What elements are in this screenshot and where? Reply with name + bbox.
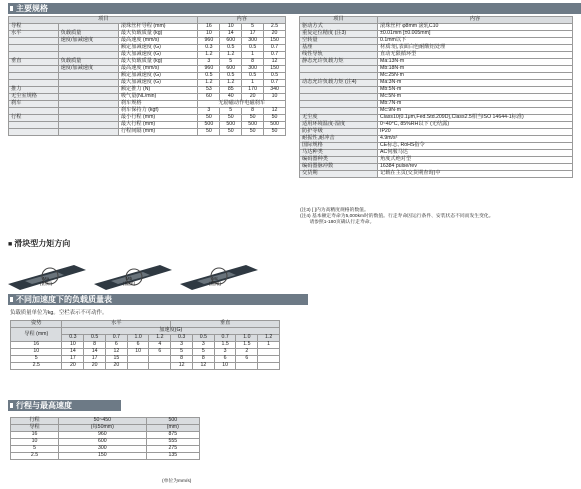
table-cell: 最高速度 (mm/s): [118, 38, 198, 45]
table-cell: 15: [105, 356, 127, 363]
table-cell: Ma:13N·m: [378, 59, 573, 66]
table-header: (mm): [146, 425, 199, 432]
table-cell: 60: [198, 94, 220, 101]
table-row: [300, 150, 573, 157]
table-cell: [258, 356, 280, 363]
table-cell: [300, 94, 378, 101]
table-cell: 0.7: [264, 80, 286, 87]
table-row: [11, 342, 280, 349]
table-cell: 2.5: [11, 453, 59, 460]
table-cell: 最高速度 (mm/s): [118, 66, 198, 73]
table-cell: 1.5: [214, 342, 236, 349]
moment-diagram: [8, 250, 300, 294]
main-title: 主要规格: [8, 3, 581, 14]
table-cell: [258, 349, 280, 356]
table-cell: 17: [62, 356, 84, 363]
table-cell: 8: [84, 342, 106, 349]
table-cell: 6: [127, 342, 149, 349]
table-cell: 3: [198, 59, 220, 66]
table-header: 1.0: [127, 335, 149, 342]
table-cell: 10: [264, 94, 286, 101]
table-header: 项目: [9, 17, 198, 24]
moment-label-mb: Mb (偏摆): [122, 276, 136, 286]
moment-label-mc: Mc (翻滚): [208, 276, 222, 286]
table-cell: [58, 129, 118, 136]
table-cell: 500: [220, 122, 242, 129]
table-cell: [236, 363, 258, 370]
table-cell: 0.7: [264, 52, 286, 59]
table-cell: 12: [264, 108, 286, 115]
table-cell: Mc:25N·m: [378, 73, 573, 80]
table-cell: 600: [59, 439, 147, 446]
table-header: 加速度(G): [62, 328, 280, 335]
table-cell: 3: [192, 342, 214, 349]
table-row: [11, 363, 280, 370]
table-header: (每50mm): [59, 425, 147, 432]
table-cell: 14: [84, 349, 106, 356]
table-cell: 负载质量: [58, 59, 118, 66]
table-cell: 275: [146, 446, 199, 453]
table-cell: 16: [11, 432, 59, 439]
table-header: 500: [146, 418, 199, 425]
stroke-table: [10, 417, 200, 460]
table-cell: [9, 45, 59, 52]
table-cell: 1.2: [198, 52, 220, 59]
table-cell: 无尘度: [300, 115, 378, 122]
table-cell: 300: [242, 38, 264, 45]
table-cell: 50: [242, 115, 264, 122]
table-cell: 12: [171, 363, 193, 370]
table-row: [11, 349, 280, 356]
table-cell: 5: [171, 349, 193, 356]
table-cell: 960: [59, 432, 147, 439]
table-header: 0.7: [105, 335, 127, 342]
table-cell: 导程: [9, 24, 59, 31]
table-cell: 空转量: [300, 38, 378, 45]
table-cell: 6: [214, 356, 236, 363]
table-cell: 5: [220, 108, 242, 115]
table-cell: Ma:3N·m: [378, 80, 573, 87]
table-cell: [9, 73, 59, 80]
table-cell: AC伺服马达: [378, 150, 573, 157]
table-cell: 8: [242, 59, 264, 66]
table-cell: 960: [198, 66, 220, 73]
table-cell: 20: [105, 363, 127, 370]
table-cell: Class10(0.1μm,Fed.Std.209D),Class2.5相当ISO 14644-1标准): [378, 115, 573, 122]
table-cell: 6: [236, 356, 258, 363]
table-row: [300, 59, 573, 66]
table-cell: 20: [264, 31, 286, 38]
table-cell: 吸气量(NL/min): [118, 94, 198, 101]
table-cell: [58, 94, 118, 101]
table-cell: Mc:5N·m: [378, 94, 573, 101]
table-cell: 编码器种类: [300, 157, 378, 164]
table-cell: 50: [264, 129, 286, 136]
table-cell: 10: [198, 31, 220, 38]
table-cell: 最小行程 (mm): [118, 115, 198, 122]
table-cell: [149, 363, 171, 370]
table-cell: 0.5: [242, 73, 264, 80]
table-cell: Mb:7N·m: [378, 101, 573, 108]
table-cell: 150: [264, 38, 286, 45]
table-cell: 5: [220, 59, 242, 66]
table-cell: CE标志, RoHS指令: [378, 143, 573, 150]
table-cell: 300: [242, 66, 264, 73]
table-header: 1.2: [149, 335, 171, 342]
table-cell: 1: [242, 80, 264, 87]
table-cell: 135: [146, 453, 199, 460]
table-cell: 17: [84, 356, 106, 363]
table-cell: 12: [105, 349, 127, 356]
table-cell: 555: [146, 439, 199, 446]
table-cell: 静态允许负载力矩: [300, 59, 378, 66]
table-cell: 170: [242, 87, 264, 94]
table-cell: 额定推力 (N): [118, 87, 198, 94]
load-table: [10, 320, 280, 370]
moment-title: ■ 滑块型力矩方向: [8, 238, 70, 249]
table-cell: 50: [264, 115, 286, 122]
table-cell: 最大负载质量 (kg): [118, 59, 198, 66]
table-cell: 交货期: [300, 171, 378, 178]
table-cell: Mc:9N·m: [378, 108, 573, 115]
table-cell: [149, 356, 171, 363]
table-cell: [9, 122, 59, 129]
table-header: 1.2: [258, 335, 280, 342]
table-cell: 0.3: [198, 45, 220, 52]
table-header: 0.3: [171, 335, 193, 342]
table-row: [300, 122, 573, 129]
table-cell: 推力: [9, 87, 59, 94]
table-row: [300, 143, 573, 150]
table-cell: 14: [62, 349, 84, 356]
table-cell: [9, 38, 59, 45]
table-cell: 适用环境温度·湿度: [300, 122, 378, 129]
table-cell: 额定加减速度 (G): [118, 45, 198, 52]
table-cell: 国际规格: [300, 143, 378, 150]
table-cell: [58, 80, 118, 87]
table-cell: 50: [198, 115, 220, 122]
table-header: 0.5: [84, 335, 106, 342]
table-cell: 1.2: [220, 52, 242, 59]
table-cell: 50: [242, 129, 264, 136]
table-header: 50~450: [59, 418, 147, 425]
table-cell: 8: [192, 356, 214, 363]
table-cell: 行程: [9, 115, 59, 122]
table-cell: 3: [214, 349, 236, 356]
table-cell: 1.2: [198, 80, 220, 87]
table-cell: 4.9m/s²: [378, 136, 573, 143]
load-title: 不同加速度下的负载质量表: [8, 294, 308, 305]
table-header: 姿势: [11, 321, 62, 328]
table-cell: 0.5: [264, 73, 286, 80]
table-cell: 0.5: [220, 45, 242, 52]
table-row: [300, 171, 573, 178]
table-cell: Mb:18N·m: [378, 66, 573, 73]
table-cell: 53: [198, 87, 220, 94]
table-cell: 马达种类: [300, 150, 378, 157]
table-cell: 速度/加减速度: [58, 38, 118, 45]
table-header: 1.0: [236, 335, 258, 342]
table-cell: 无励磁动作电磁刹车: [198, 101, 286, 108]
table-cell: 记载在主页(交货期查询)中: [378, 171, 573, 178]
table-cell: 85: [220, 87, 242, 94]
table-header: 导程: [11, 425, 59, 432]
table-cell: 2.5: [11, 363, 62, 370]
table-cell: 12: [192, 363, 214, 370]
table-row: [300, 157, 573, 164]
table-cell: 最大加减速度 (G): [118, 52, 198, 59]
table-cell: 2: [236, 349, 258, 356]
table-row: [9, 129, 286, 136]
table-cell: 10: [11, 349, 62, 356]
table-row: [300, 80, 573, 87]
table-cell: 刹车: [9, 101, 59, 108]
table-cell: 0.1mm以下: [378, 38, 573, 45]
table-cell: [58, 45, 118, 52]
table-cell: 10: [11, 439, 59, 446]
moment-label-ma: Ma (俯仰): [39, 276, 53, 286]
table-header: 项目: [300, 17, 378, 24]
table-cell: 600: [220, 66, 242, 73]
table-cell: 最大行程 (mm): [118, 122, 198, 129]
table-cell: 500: [242, 122, 264, 129]
table-cell: 8: [242, 108, 264, 115]
table-cell: [300, 66, 378, 73]
table-cell: Mb:5N·m: [378, 87, 573, 94]
table-cell: 0.5: [220, 73, 242, 80]
table-cell: 150: [59, 453, 147, 460]
table-cell: 960: [198, 38, 220, 45]
table-cell: [58, 115, 118, 122]
table-cell: 20: [242, 94, 264, 101]
table-cell: 2.5: [264, 24, 286, 31]
table-cell: 1.5: [236, 342, 258, 349]
table-cell: 50: [198, 129, 220, 136]
table-cell: 直动无限循环型: [378, 52, 573, 59]
table-cell: [58, 122, 118, 129]
table-header: 0.7: [214, 335, 236, 342]
table-cell: 0~40°C, 85%RH以下 (无结露): [378, 122, 573, 129]
table-cell: 150: [264, 66, 286, 73]
table-header: 0.5: [192, 335, 214, 342]
table-cell: 材质:铝,表面白色耐酸铝处理: [378, 45, 573, 52]
table-cell: 12: [264, 59, 286, 66]
table-cell: 16384 pulse/rev: [378, 164, 573, 171]
table-cell: [258, 363, 280, 370]
table-row: [11, 356, 280, 363]
table-row: [300, 136, 573, 143]
table-row: [300, 87, 573, 94]
table-cell: [58, 108, 118, 115]
table-header: 内容: [198, 17, 286, 24]
table-cell: 6: [105, 342, 127, 349]
table-cell: 1.2: [220, 80, 242, 87]
table-cell: 16: [198, 24, 220, 31]
table-cell: 10: [220, 24, 242, 31]
detail-spec-table: [299, 16, 573, 178]
table-cell: [127, 356, 149, 363]
table-cell: 线性导轨: [300, 52, 378, 59]
table-header: 0.3: [62, 335, 84, 342]
table-cell: 刹车规格: [118, 101, 198, 108]
table-cell: [9, 129, 59, 136]
table-row: [300, 129, 573, 136]
table-cell: 16: [11, 342, 62, 349]
table-cell: 垂直: [9, 59, 59, 66]
table-cell: [58, 73, 118, 80]
table-cell: 防护等级: [300, 129, 378, 136]
table-header: 内容: [378, 17, 573, 24]
table-cell: 10: [127, 349, 149, 356]
table-cell: ±0.01mm [±0.005mm]: [378, 31, 573, 38]
table-cell: 8: [171, 356, 193, 363]
table-cell: 动态允许负载力矩 (注4): [300, 80, 378, 87]
table-cell: 最大负载质量 (kg): [118, 31, 198, 38]
table-cell: 1: [242, 52, 264, 59]
table-cell: 1: [258, 342, 280, 349]
table-cell: 20: [84, 363, 106, 370]
table-cell: 基座: [300, 45, 378, 52]
table-cell: 14: [220, 31, 242, 38]
table-cell: 滚珠丝杆导程 (mm): [118, 24, 198, 31]
table-cell: 6: [149, 349, 171, 356]
table-cell: 875: [146, 432, 199, 439]
table-cell: [58, 87, 118, 94]
table-cell: 耐振性,耐冲击: [300, 136, 378, 143]
table-row: [300, 45, 573, 52]
table-cell: 水平: [9, 31, 59, 38]
table-cell: 刹车保持力 (kgf): [118, 108, 198, 115]
table-cell: 20: [62, 363, 84, 370]
table-row: [300, 66, 573, 73]
table-cell: 最大加减速度 (G): [118, 80, 198, 87]
table-cell: 10: [214, 363, 236, 370]
stroke-title: 行程与最高速度: [8, 400, 121, 411]
table-row: [11, 453, 200, 460]
table-cell: 3: [198, 108, 220, 115]
table-cell: 50: [220, 115, 242, 122]
table-header: 水平: [62, 321, 171, 328]
table-cell: 5: [11, 356, 62, 363]
table-cell: IP20: [378, 129, 573, 136]
load-note: 负载质量单位为kg。空栏表示不可动作。: [10, 310, 108, 316]
table-cell: 50: [220, 129, 242, 136]
table-cell: 重复定位精度 (注3): [300, 31, 378, 38]
table-cell: 3: [171, 342, 193, 349]
table-cell: [300, 101, 378, 108]
table-cell: 无尘室规格: [9, 94, 59, 101]
table-cell: [9, 66, 59, 73]
spec-notes: (注3) [ ]内为高精度规格的数值。 (注4) 基本额定寿命为5,000km时的数值。行走寿命因运行条件、安装状态不同而发生变化。 请参照1-180页确认行走寿命。: [300, 208, 494, 225]
table-cell: 600: [220, 38, 242, 45]
table-cell: 17: [242, 31, 264, 38]
table-header: 垂直: [171, 321, 280, 328]
table-cell: 速度/加减速度: [58, 66, 118, 73]
table-cell: 4: [149, 342, 171, 349]
table-cell: 额定加减速度 (G): [118, 73, 198, 80]
table-header: 行程: [11, 418, 59, 425]
table-cell: 角度式绝对型: [378, 157, 573, 164]
table-cell: [300, 87, 378, 94]
table-cell: 5: [11, 446, 59, 453]
table-cell: 5: [242, 24, 264, 31]
table-cell: 500: [264, 122, 286, 129]
table-cell: 负载质量: [58, 31, 118, 38]
main-spec-table: [8, 16, 286, 136]
table-cell: 0.7: [264, 45, 286, 52]
table-cell: 5: [192, 349, 214, 356]
table-cell: 行程间隔 (mm): [118, 129, 198, 136]
table-cell: 0.5: [242, 45, 264, 52]
table-header: 导程 (mm): [11, 328, 62, 342]
table-row: [300, 101, 573, 108]
table-cell: [58, 101, 118, 108]
table-cell: [127, 363, 149, 370]
table-cell: 500: [198, 122, 220, 129]
table-cell: 300: [59, 446, 147, 453]
table-row: [300, 94, 573, 101]
table-cell: 10: [62, 342, 84, 349]
table-row: [300, 31, 573, 38]
table-cell: 340: [264, 87, 286, 94]
table-cell: 0.5: [198, 73, 220, 80]
table-cell: 40: [220, 94, 242, 101]
stroke-unit: (单位为mm/s): [162, 479, 192, 484]
table-cell: 滚珠丝杆 φ8mm 滚轧C10: [378, 24, 573, 31]
table-cell: 编码器脉冲数: [300, 164, 378, 171]
table-cell: 驱动方式: [300, 24, 378, 31]
